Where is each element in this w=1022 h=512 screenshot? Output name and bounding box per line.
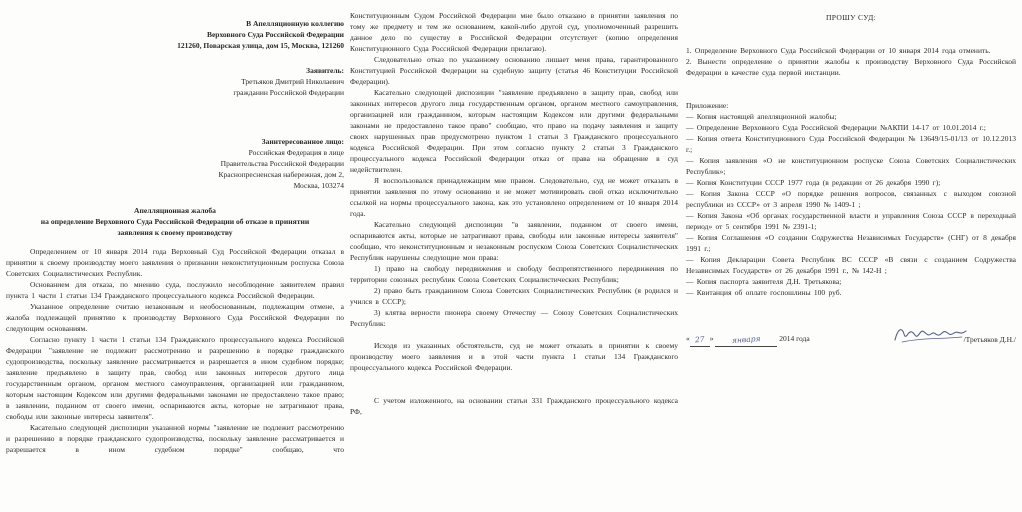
page-2-body [350,10,678,417]
date-day-slot [690,334,710,347]
court-address-block [6,18,344,51]
attachment-item: — Копия паспорта заявителя Д.Н. Третьякова; [686,277,842,286]
date-block [686,333,810,346]
attachment-item: — Копия Декларации Совета Республик ВС СССР «В связи с созданием Содружества Независимых Государств» от 26 декабря 1991 г., № 142-Н ; [686,255,1016,275]
vertical-gap [350,373,678,395]
paragraph: Определением от 10 января 2014 года Верховный Суд Российской Федерации отказал в принятии к своему производству моего заявления о признании неконституционным роспуска Союза Советских Социалистических Республик. [6,247,344,278]
rights-list-item: 2) право быть гражданином Союза Советских Социалистических Республик (я родился и учился в СССР); [350,286,678,306]
paragraph: Указанное определение считаю незаконным и необоснованным, подлежащим отмене, а жалоба подлежащей принятию к производству Верховного Суда Российской Федерации по следующим основаниям. [6,302,344,333]
document-title [6,205,344,238]
attachments-label: Приложение: [686,101,729,110]
paragraph: Следовательно отказ по указанному основанию лишает меня права, гарантированного Конституцией Российской Федерации на судебную защиту (статья 46 Конституции Российской Федерации). [350,55,678,86]
attachment-item: — Копия Конституции СССР 1977 года (в редакции от 26 декабря 1990 г); [686,178,941,187]
date-year: 2014 года [779,334,810,343]
signature-block [892,324,1016,346]
handwritten-month: января [731,334,761,345]
vertical-gap [350,329,678,340]
attachment-item: — Копия заявления «О не конституционном роспуске Союза Советских Социалистических Республик»; [686,156,1016,176]
page-2 [350,0,678,512]
date-signature-row [686,324,1016,346]
rights-list-item: 1) право на свободу передвижения и свободу беспрепятственного передвижения по территории союзных республик Союза Советских Социалистических Республик; [350,264,678,284]
request-item: 1. Определение Верховного Суда Российской Федерации от 10 января 2014 года отменить. [686,46,991,55]
attachment-item: — Копия ответа Конституционного Суда Российской Федерации № 13649/15-01/13 от 10.12.2013 г.; [686,134,1016,154]
request-item: 2. Вынести определение о принятии жалобы к производству Верховного Суда Российской Федерации в качестве суда первой инстанции. [686,57,1016,77]
court-line: Верховного Суда Российской Федерации [206,30,344,39]
page-3 [686,0,1016,512]
paragraph: Я воспользовался принадлежащим мне правом. Следовательно, суд не может отказать в принятии заявления по этому основанию и не может мотивировать свой отказ исключительно ссылкой на нормы процессуального закона, как это установлено определением от 10 января 2014 года. [350,176,678,218]
page-3-body [686,12,1016,346]
paragraph: Касательно следующей диспозиции указанной нормы "заявление не подлежит рассмотрению и разрешению в порядке гражданского судопроизводства, поскольку заявление рассматривается и разрешается в ином судебном порядке" сообщаю, что [6,423,344,454]
paragraph: Согласно пункту 1 части 1 статьи 134 Гражданского процессуального кодекса Российской Федерации "заявление не подлежит рассмотрению и разрешению в порядке гражданского судопроизводства, поскольку заявление рассматривается и разрешается в ином судебном порядке; заявление предъявлено в защиту прав, свобод или законных интересов другого лица государственным органом, органом местного самоуправления, организацией или гражданином, которым настоящим Кодексом или другими федеральными законами не предоставлено такое право; в заявлении, поданном от своего имени, оспариваются акты, которые не затрагивают права, свободы или законные интересы заявителя". [6,335,344,421]
attachment-item: — Квитанция об оплате госпошлины 100 руб. [686,288,842,297]
interested-party-label: Заинтересованное лицо: [261,137,344,146]
attachment-item: — Определение Верховного Суда Российской Федерации №АКПИ 14-17 от 10.01.2014 г.; [686,123,986,132]
court-line: 121260, Поварская улица, дом 15, Москва, 121260 [177,41,344,50]
signature-scribble [892,324,970,346]
applicant-label: Заявитель: [306,66,344,75]
attachment-item: — Копия Закона СССР «О порядке решения вопросов, связанных с выходом союзной республики из СССР» от 3 апреля 1990 № 1409-1 ; [686,189,1016,209]
paragraph: Конституционным Судом Российской Федерации мне было отказано в принятии заявления по тому же предмету и тем же основанием, какой-либо другой суд, уполномоченный разрешить данное дело по существу в Российской Федерации отсутствует (копию определения Конституционного Суда Российской Федерации прилагаю). [350,11,678,53]
attachment-item: — Копия Соглашения «О создании Содружества Независимых Государств» (СНГ) от 8 декабря 1991 г.; [686,233,1016,253]
interested-party-line: Краснопресненская набережная, дом 2, [218,170,344,179]
applicant-name: Третьяков Дмитрий Николаевич [241,77,344,86]
date-month-slot [715,334,777,347]
interested-party-line: Москва, 103274 [293,181,344,190]
attachments-list [686,111,1016,298]
court-line: В Апелляционную коллегию [246,19,344,28]
applicant-block [6,65,344,98]
paragraph: С учетом изложенного, на основании статьи 331 Гражданского процессуального кодекса РФ, [350,396,678,416]
applicant-citizenship: гражданин Российской Федерации [233,88,344,97]
signature-name: /Третьяков Д.Н./ [963,335,1016,344]
paragraph: Исходя из указанных обстоятельств, суд не может отказать в принятии к своему производству моего заявления и в этой части пункта 1 статьи 134 Гражданского процессуального кодекса Российской Федерации. [350,341,678,372]
interested-party-line: Российская Федерация в лице [248,148,344,157]
document-title-line: Апелляционная жалоба [134,206,216,215]
rights-list-item: 3) клятва верности пионера своему Отечеству — Союзу Советских Социалистических Республик: [350,308,678,328]
paragraph: Основанием для отказа, по мнению суда, послужило несоблюдение заявителем правил пункта 1 части 1 статьи 134 Гражданского процессуального кодекса Российской Федерации. [6,280,344,300]
paragraph: Касательно следующей диспозиции "в заявлении, поданном от своего имени, оспариваются акты, которые не затрагивают права, свободы или законные интересы заявителя" сообщаю, что неконституционным и незаконным роспуском Союза Советских Социалистических Республик нарушены следующие мои права: [350,220,678,262]
attachment-item: — Копия Закона «Об органах государственной власти и управления Союза СССР в переходный период» от 5 сентября 1991 № 2391-1; [686,211,1016,231]
page-1-body [6,246,344,455]
document-title-line: на определение Верховного Суда Российской Федерации об отказе в принятии [40,217,310,226]
requests-block [686,45,1016,78]
document-title-line: заявления к своему производству [117,228,233,237]
attachment-item: — Копия настоящей апелляционной жалобы; [686,112,837,121]
handwritten-day: 27 [694,334,705,345]
petition-heading: ПРОШУ СУД: [825,13,877,22]
interested-party-line: Правительства Российской Федерации [220,159,344,168]
page-1 [6,0,344,512]
paragraph: Касательно следующей диспозиции "заявление предъявлено в защиту прав, свобод или законных интересов другого лица государственным органом, органом местного самоуправления, организацией или гражданином, которым настоящим Кодексом или другими федеральными законами не предоставлено такое право" сообщаю, что право на подачу заявления и защиту своих нарушенных прав предусмотрено пунктом 1 статьи 3 Гражданского процессуального кодекса Российской Федерации. При этом согласно пункту 2 статьи 3 Гражданского процессуального кодекса Российской Федерации отказ от права на обращение в суд недействителен. [350,88,678,174]
interested-party-block [6,136,344,191]
date-quote-open: « [686,334,690,343]
date-quote-close: » [709,334,714,343]
